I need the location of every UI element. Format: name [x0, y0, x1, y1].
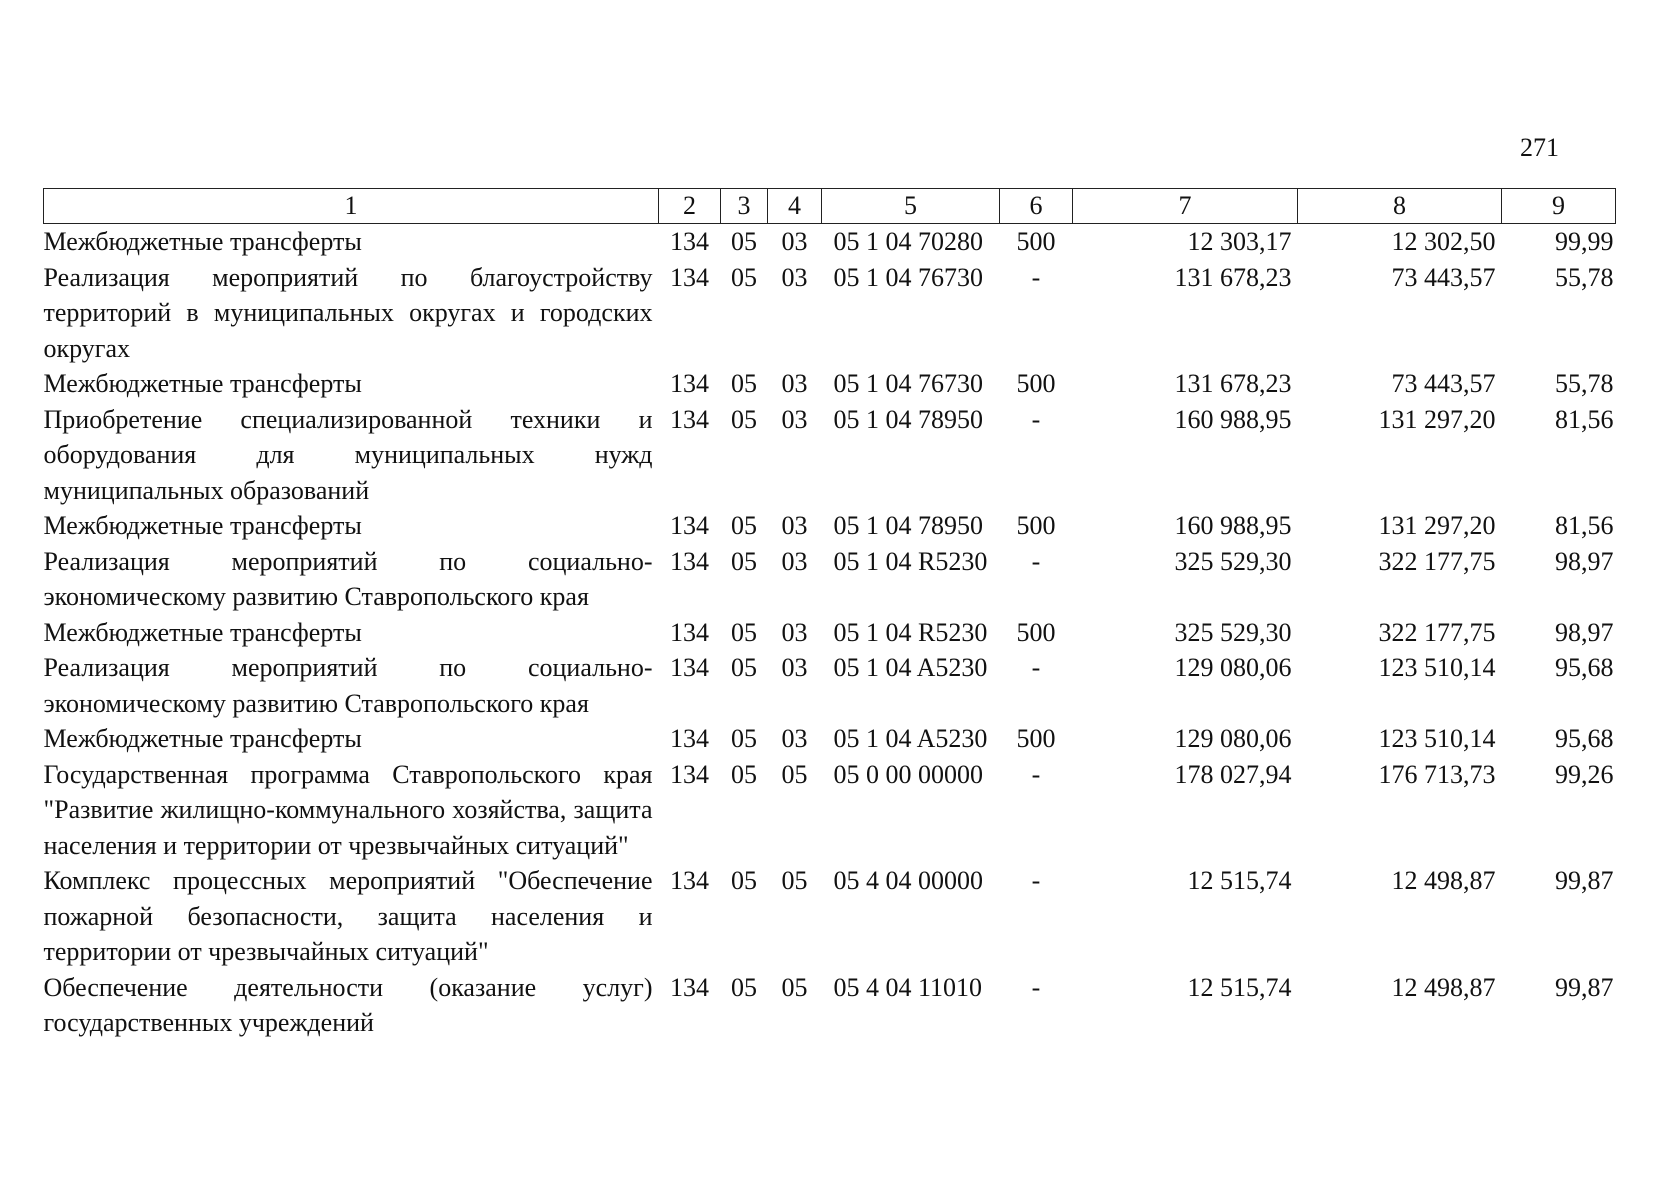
- table-row: [44, 650, 1616, 721]
- row-col-5: 05 1 04 R5230: [833, 546, 988, 576]
- row-name: Межбюджетные трансферты: [43, 617, 362, 647]
- row-col-4: 05: [781, 866, 808, 895]
- row-col-7: 129 080,06: [1174, 653, 1292, 682]
- table-row: [44, 508, 1616, 544]
- row-col-4: 03: [781, 653, 808, 682]
- row-col-6: 500: [1016, 617, 1056, 647]
- row-col-7: 131 678,23: [1174, 369, 1292, 398]
- row-col-8: 12 498,87: [1391, 972, 1496, 1002]
- row-col-8: 73 443,57: [1391, 262, 1496, 292]
- row-col-4: 03: [781, 617, 808, 647]
- row-col-3: 05: [731, 227, 757, 256]
- row-col-3: 05: [731, 546, 757, 576]
- row-col-9: 99,87: [1555, 972, 1614, 1002]
- header-cell-1: 1: [44, 189, 659, 224]
- row-col-4: 05: [781, 972, 808, 1002]
- row-col-9: 99,87: [1555, 866, 1614, 895]
- row-col-5: 05 1 04 78950: [833, 404, 983, 434]
- row-name: Государственная программа Ставропольского края "Развитие жилищно-коммунального хозяйства, защита населения и территории от чрезвычайных ситуаций": [43, 759, 653, 860]
- row-col-8: 131 297,20: [1378, 404, 1496, 434]
- row-col-9: 81,56: [1555, 511, 1614, 540]
- row-col-5: 05 1 04 R5230: [833, 617, 988, 647]
- table-row: [44, 544, 1616, 615]
- row-col-9: 98,97: [1555, 617, 1614, 647]
- row-name: Реализация мероприятий по благоустройству территорий в муниципальных округах и городских округах: [43, 262, 653, 363]
- row-col-2: 134: [670, 617, 709, 647]
- row-col-3: 05: [731, 866, 757, 895]
- row-col-7: 12 515,74: [1187, 866, 1292, 895]
- table-row: [44, 402, 1616, 509]
- table-row: [44, 721, 1616, 757]
- header-cell-7: 7: [1073, 189, 1298, 224]
- row-name: Межбюджетные трансферты: [43, 369, 362, 398]
- row-col-9: 81,56: [1555, 404, 1614, 434]
- header-cell-6: 6: [1000, 189, 1073, 224]
- row-col-7: 131 678,23: [1174, 262, 1292, 292]
- row-name: Межбюджетные трансферты: [43, 724, 362, 753]
- row-col-2: 134: [670, 511, 709, 540]
- row-name: Реализация мероприятий по социально-экономическому развитию Ставропольского края: [43, 546, 653, 611]
- row-col-7: 325 529,30: [1174, 546, 1292, 576]
- row-col-8: 322 177,75: [1378, 617, 1496, 647]
- row-col-6: -: [1031, 866, 1041, 895]
- row-col-3: 05: [731, 404, 757, 434]
- row-col-8: 322 177,75: [1378, 546, 1496, 576]
- row-col-5: 05 1 04 70280: [833, 227, 983, 256]
- row-col-6: -: [1031, 546, 1041, 576]
- table-row: [44, 863, 1616, 970]
- row-col-7: 12 515,74: [1187, 972, 1292, 1002]
- header-cell-2: 2: [659, 189, 721, 224]
- row-col-6: 500: [1016, 369, 1056, 398]
- row-col-8: 176 713,73: [1378, 759, 1496, 789]
- row-col-8: 73 443,57: [1391, 369, 1496, 398]
- row-col-2: 134: [670, 262, 709, 292]
- row-col-5: 05 1 04 76730: [833, 262, 983, 292]
- row-col-4: 03: [781, 369, 808, 398]
- page-number: 271: [1520, 133, 1559, 162]
- header-cell-4: 4: [768, 189, 822, 224]
- table-row: [44, 757, 1616, 864]
- row-col-6: -: [1031, 972, 1041, 1002]
- row-col-2: 134: [670, 369, 709, 398]
- table-row: [44, 366, 1616, 402]
- row-col-8: 131 297,20: [1378, 511, 1496, 540]
- row-col-7: 178 027,94: [1174, 759, 1292, 789]
- row-col-9: 98,97: [1555, 546, 1614, 576]
- header-cell-8: 8: [1298, 189, 1502, 224]
- header-cell-9: 9: [1502, 189, 1616, 224]
- row-col-3: 05: [731, 972, 757, 1002]
- table-row: [44, 970, 1616, 1041]
- row-name: Обеспечение деятельности (оказание услуг) государственных учреждений: [43, 972, 653, 1037]
- row-col-7: 12 303,17: [1187, 227, 1292, 256]
- row-col-3: 05: [731, 369, 757, 398]
- row-col-7: 160 988,95: [1174, 404, 1292, 434]
- row-col-9: 95,68: [1555, 653, 1614, 682]
- row-col-6: -: [1031, 262, 1041, 292]
- row-col-7: 129 080,06: [1174, 724, 1292, 753]
- row-col-2: 134: [670, 227, 709, 256]
- table-body: [44, 224, 1616, 1041]
- row-col-3: 05: [731, 759, 757, 789]
- row-col-6: 500: [1016, 724, 1056, 753]
- row-col-5: 05 4 04 00000: [833, 866, 983, 895]
- row-col-5: 05 1 04 76730: [833, 369, 983, 398]
- row-col-7: 325 529,30: [1174, 617, 1292, 647]
- row-col-3: 05: [731, 617, 757, 647]
- row-col-4: 03: [781, 546, 808, 576]
- row-col-6: 500: [1016, 511, 1056, 540]
- budget-table: [43, 188, 1616, 1041]
- row-col-9: 99,99: [1555, 227, 1614, 256]
- row-name: Реализация мероприятий по социально-экономическому развитию Ставропольского края: [43, 653, 653, 718]
- row-col-4: 03: [781, 262, 808, 292]
- row-col-9: 55,78: [1555, 369, 1614, 398]
- header-cell-3: 3: [721, 189, 768, 224]
- row-name: Приобретение специализированной техники и оборудования для муниципальных нужд муниципальных образований: [43, 404, 653, 505]
- table-header: [44, 189, 1616, 224]
- row-col-2: 134: [670, 653, 709, 682]
- row-col-6: 500: [1016, 227, 1056, 256]
- row-col-2: 134: [670, 724, 709, 753]
- row-name: Межбюджетные трансферты: [43, 511, 362, 540]
- row-col-9: 55,78: [1555, 262, 1614, 292]
- row-col-4: 03: [781, 724, 808, 753]
- row-col-2: 134: [670, 759, 709, 789]
- header-cell-5: 5: [822, 189, 1000, 224]
- row-col-3: 05: [731, 511, 757, 540]
- row-col-6: -: [1031, 653, 1041, 682]
- table-row: [44, 615, 1616, 651]
- row-name: Межбюджетные трансферты: [43, 227, 362, 256]
- row-col-8: 123 510,14: [1378, 724, 1496, 753]
- row-col-3: 05: [731, 724, 757, 753]
- table-row: [44, 260, 1616, 367]
- row-name: Комплекс процессных мероприятий "Обеспечение пожарной безопасности, защита населения и территории от чрезвычайных ситуаций": [43, 866, 653, 966]
- row-col-9: 95,68: [1555, 724, 1614, 753]
- row-col-7: 160 988,95: [1174, 511, 1292, 540]
- row-col-4: 03: [781, 227, 808, 256]
- row-col-4: 03: [781, 404, 808, 434]
- row-col-6: -: [1031, 404, 1041, 434]
- row-col-5: 05 0 00 00000: [833, 759, 983, 789]
- row-col-3: 05: [731, 653, 757, 682]
- row-col-4: 05: [781, 759, 808, 789]
- row-col-5: 05 1 04 78950: [833, 511, 983, 540]
- row-col-2: 134: [670, 866, 709, 895]
- row-col-2: 134: [670, 404, 709, 434]
- row-col-9: 99,26: [1555, 759, 1614, 789]
- table-row: [44, 224, 1616, 260]
- header-row: [44, 189, 1616, 224]
- row-col-4: 03: [781, 511, 808, 540]
- row-col-5: 05 1 04 A5230: [833, 653, 988, 682]
- row-col-5: 05 1 04 A5230: [833, 724, 988, 753]
- row-col-2: 134: [670, 546, 709, 576]
- row-col-8: 12 498,87: [1391, 866, 1496, 895]
- row-col-2: 134: [670, 972, 709, 1002]
- row-col-8: 123 510,14: [1378, 653, 1496, 682]
- row-col-6: -: [1031, 759, 1041, 789]
- row-col-3: 05: [731, 262, 757, 292]
- row-col-8: 12 302,50: [1391, 227, 1496, 256]
- row-col-5: 05 4 04 11010: [833, 972, 983, 1002]
